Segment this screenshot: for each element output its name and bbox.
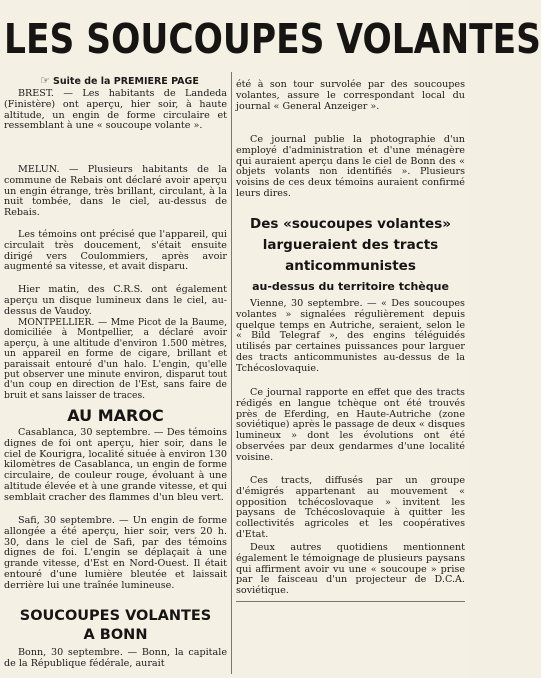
paragraph-safi: Safi, 30 septembre. — Un engin de forme allongée a été aperçu, hier soir, vers 20 h. 30, dans le ciel de Safi, par des témoins dignes de foi. L'engin se déplaçait à une grande vitesse, d'Est en Nord-Ouest. Il était entouré d'une lumière bleutée et laissait derrière lui une traînée lumineuse. xyxy=(4,515,227,591)
paragraph-melun: MELUN. — Plusieurs habitants de la commune de Rebais ont déclaré avoir aperçu un engin étrange, très brillant, circulant, à la nuit tombée, dans le ciel, au-dessus de Rebais. xyxy=(4,164,227,219)
paragraph-montpellier: MONTPELLIER. — Mme Picot de la Baume, domiciliée à Montpellier, a déclaré avoir aperçu, à une altitude d'environ 1.500 mètres, un appareil en forme de cigare, brillant et paraissait entouré d'un halo. L'engin, qu'elle put observer une minute environ, disparut tout d'un coup en direction de l'Est, sans faire de bruit et sans laisser de traces. xyxy=(4,317,227,401)
column-divider xyxy=(231,72,232,674)
paragraph-bonn-continued: été à son tour survolée par des soucoupes volantes, assure le correspondant local du journal « General Anzeiger ». xyxy=(236,79,465,112)
paragraph-tracts-diffuses: Ces tracts, diffusés par un groupe d'émigrés appartenant au mouvement « opposition tchécoslovaque » invitent les paysans de Tchécoslovaquie à quitter les collectivités agricoles et les coopératives d'Etat. xyxy=(236,475,465,540)
paragraph-casablanca: Casablanca, 30 septembre. — Des témoins dignes de foi ont aperçu, hier soir, dans le ciel de Kourigra, localité située à environ 130 kilomètres de Casablanca, un engin de forme circulaire, de couleur rouge, évoluant à une altitude élevée et à une grande vitesse, et qui semblait cracher des flammes d'un bleu vert. xyxy=(4,427,227,503)
heading-soucoupes-bonn-line1: SOUCOUPES VOLANTES xyxy=(19,608,212,624)
paragraph-vienne: Vienne, 30 septembre. — « Des soucoupes volantes » signalées régulièrement depuis quelque temps en Autriche, seraient, selon le « Bild Telegraf », des engins téléguidés utilisés par certaines puissances pour larguer des tracts anticommunistes au-dessus de la Tchécoslovaquie. xyxy=(236,298,465,374)
heading-tracts-line4: au-dessus du territoire tchèque xyxy=(252,280,449,293)
paragraph-temoins: Les témoins ont précisé que l'appareil, qui circulait très doucement, s'était ensuite dirigé vers Coulommiers, après avoir augmenté sa vitesse, et avait disparu. xyxy=(4,229,227,273)
pointing-hand-icon: ☞ xyxy=(40,74,51,87)
bottom-empty-area xyxy=(236,601,465,663)
heading-tracts-line3: anticommunistes xyxy=(285,258,416,274)
heading-tracts-line1: Des «soucoupes volantes» xyxy=(250,216,451,232)
paragraph-journal-photo: Ce journal publie la photographie d'un employé d'administration et d'une ménagère qui auraient aperçu dans le ciel de Bonn des « objets volants non identifiés ». Plusieurs voisins de ces deux témoins auraient confirmé leurs dires. xyxy=(236,134,465,199)
paragraph-bonn: Bonn, 30 septembre. — Bonn, la capitale de la République fédérale, aurait xyxy=(4,647,227,669)
paragraph-brest: BREST. — Les habitants de Landeda (Finistère) ont aperçu, hier soir, à haute altitude, un engin de forme circulaire et ressemblant à une « soucoupe volante ». xyxy=(4,88,227,132)
paragraph-crs: Hier matin, des C.R.S. ont également aperçu un disque lumineux dans le ciel, au-dessus de Vaudoy. xyxy=(4,284,227,317)
heading-tracts-line2: largueraient des tracts xyxy=(262,237,439,253)
continuation-note xyxy=(12,74,227,88)
paragraph-quotidiens: Deux autres quotidiens mentionnent également le témoignage de plusieurs paysans qui affirment avoir vu une « soucoupe » prise par le faisceau d'un projecteur de D.C.A. soviétique. xyxy=(236,542,465,597)
continuation-label: Suite de la PREMIERE PAGE xyxy=(53,76,199,87)
headline: LES SOUCOUPES VOLANTES xyxy=(4,15,541,63)
paragraph-journal-rapporte: Ce journal rapporte en effet que des tracts rédigés en langue tchèque ont été trouvés près de Eferding, en Haute-Autriche (zone soviétique) après le passage de deux « disques lumineux » dont les évolutions ont été observées par deux gendarmes d'une localité voisine. xyxy=(236,387,465,463)
heading-soucoupes-bonn-line2: A BONN xyxy=(83,627,148,643)
heading-au-maroc: AU MAROC xyxy=(67,406,164,425)
